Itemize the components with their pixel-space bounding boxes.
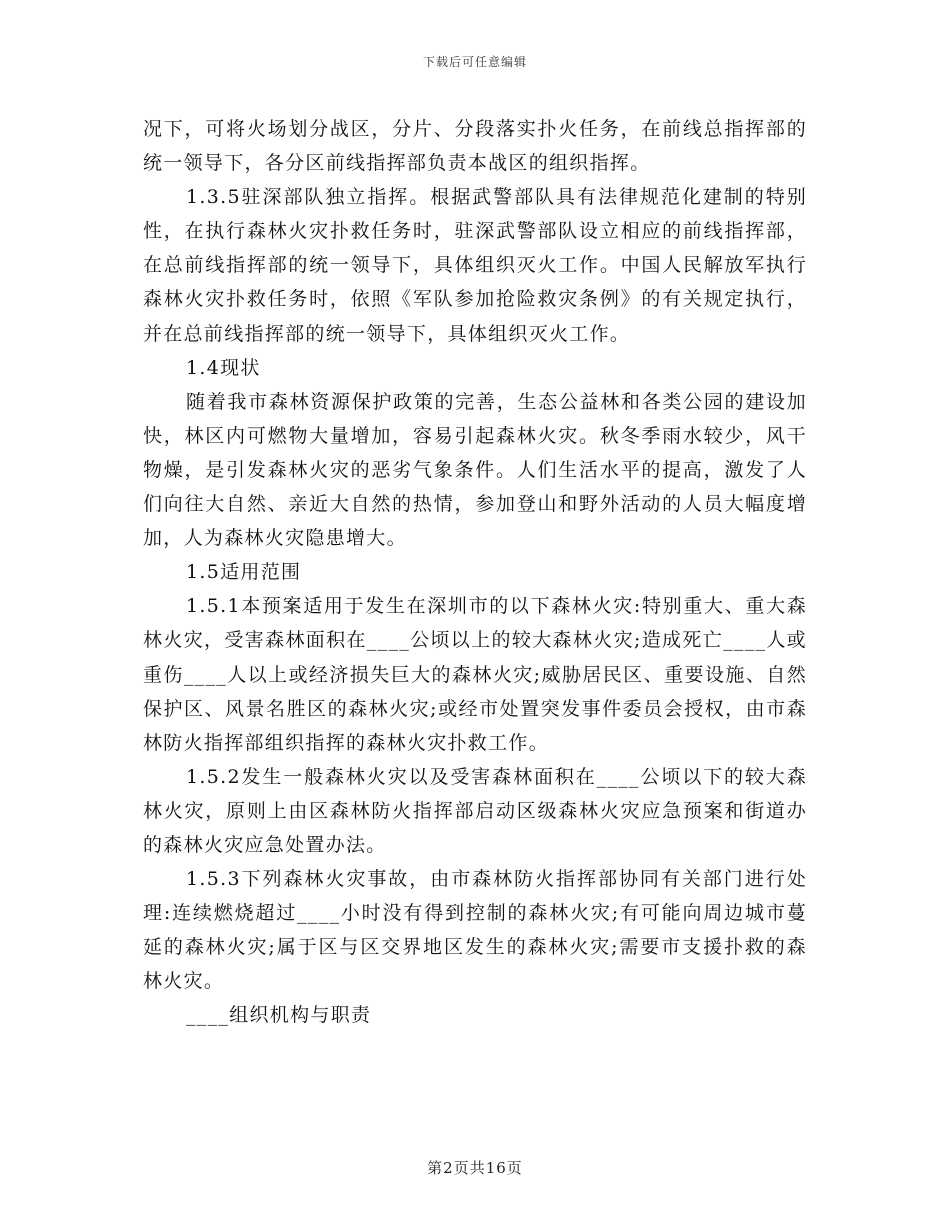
section-heading-organization: ____组织机构与职责 xyxy=(186,1004,372,1027)
paragraph-1-3-5: 1.3.5驻深部队独立指挥。根据武警部队具有法律规范化建制的特别性，在执行森林火灾扑救任务时，驻深武警部队设立相应的前线指挥部，在总前线指挥部的统一领导下，具体组织灭火工作。中国人民解放军执行森林火灾扑救任务时，依照《军队参加抢险救灾条例》的有关规定执行，并在总前线指挥部的统一领导下，具体组织灭火工作。 xyxy=(143,186,807,345)
page-header: 下载后可任意编辑 xyxy=(422,55,527,69)
document-body xyxy=(143,112,807,1033)
paragraph-status: 随着我市森林资源保护政策的完善，生态公益林和各类公园的建设加快，林区内可燃物大量增加，容易引起森林火灾。秋冬季雨水较少，风干物燥，是引发森林火灾的恶劣气象条件。人们生活水平的提高，激发了人们向往大自然、亲近大自然的热情，参加登山和野外活动的人员大幅度增加，人为森林火灾隐患增大。 xyxy=(143,390,807,550)
paragraph-continuation: 况下，可将火场划分战区，分片、分段落实扑火任务，在前线总指挥部的统一领导下，各分区前线指挥部负责本战区的组织指挥。 xyxy=(143,118,807,175)
page-number: 第2页共16页 xyxy=(427,1159,523,1177)
section-heading-1-5: 1.5适用范围 xyxy=(186,561,302,584)
paragraph-1-5-1: 1.5.1本预案适用于发生在深圳市的以下森林火灾:特别重大、重大森林火灾，受害森林面积在____公顷以上的较大森林火灾;造成死亡____人或重伤____人以上或经济损失巨大的森林火灾;威胁居民区、重要设施、自然保护区、风景名胜区的森林火灾;或经市处置突发事件委员会授权，由市森林防火指挥部组织指挥的森林火灾扑救工作。 xyxy=(143,595,807,754)
paragraph-1-5-2: 1.5.2发生一般森林火灾以及受害森林面积在____公顷以下的较大森林火灾，原则上由区森林防火指挥部启动区级森林火灾应急预案和街道办的森林火灾应急处置办法。 xyxy=(143,765,807,856)
paragraph-1-5-3: 1.5.3下列森林火灾事故，由市森林防火指挥部协同有关部门进行处理:连续燃烧超过____小时没有得到控制的森林火灾;有可能向周边城市蔓延的森林火灾;属于区与区交界地区发生的森林火灾;需要市支援扑救的森林火灾。 xyxy=(143,868,807,993)
section-heading-1-4: 1.4现状 xyxy=(186,356,261,379)
